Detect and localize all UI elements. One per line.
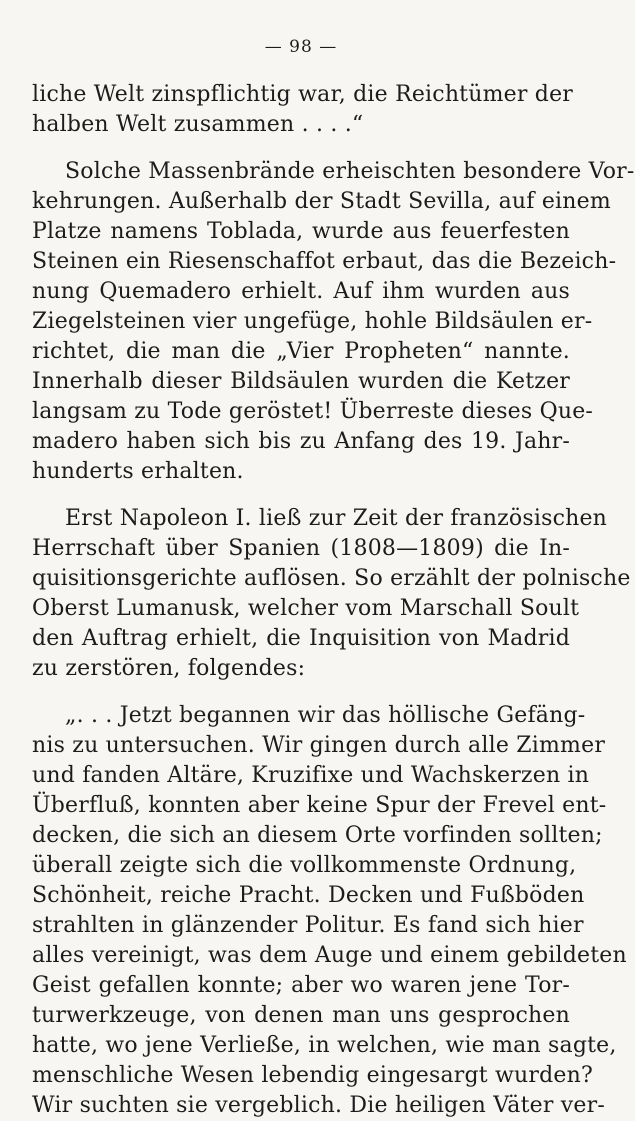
text-line: madero haben sich bis zu Anfang des 19. Jahr- xyxy=(32,429,570,454)
text-line: hunderts erhalten. xyxy=(32,459,244,484)
text-line: Schönheit, reiche Pracht. Decken und Fußböden xyxy=(32,883,585,908)
text-body xyxy=(32,80,635,1121)
text-line: Überfluß, konnten aber keine Spur der Frevel ent- xyxy=(32,793,607,818)
text-line: Erst Napoleon I. ließ zur Zeit der französischen xyxy=(65,506,608,531)
text-line: alles vereinigt, was dem Auge und einem gebildeten xyxy=(32,943,627,968)
text-line: nis zu untersuchen. Wir gingen durch alle Zimmer xyxy=(32,733,606,758)
text-line: halben Welt zusammen . . . .“ xyxy=(32,112,364,137)
text-line: Herrschaft über Spanien (1808—1809) die In- xyxy=(32,536,570,561)
paragraph xyxy=(32,157,635,487)
text-line: Ziegelsteinen vier ungefüge, hohle Bildsäulen er- xyxy=(32,309,593,334)
text-line: Platze namens Toblada, wurde aus feuerfesten xyxy=(32,219,570,244)
text-line: Solche Massenbrände erheischten besondere Vor- xyxy=(65,159,635,184)
text-line: und fanden Altäre, Kruzifixe und Wachskerzen in xyxy=(32,763,590,788)
text-line: Oberst Lumanusk, welcher vom Marschall Soult xyxy=(32,596,580,621)
text-line: strahlten in glänzender Politur. Es fand sich hier xyxy=(32,913,584,938)
text-line: langsam zu Tode geröstet! Überreste dieses Que- xyxy=(32,399,594,424)
page-number: — 98 — xyxy=(264,37,338,57)
text-line: menschliche Wesen lebendig eingesargt wurden? xyxy=(32,1063,593,1088)
text-line: „. . . Jetzt begannen wir das höllische Gefäng- xyxy=(65,703,586,728)
text-line: nung Quemadero erhielt. Auf ihm wurden aus xyxy=(32,279,570,304)
text-line: liche Welt zinspflichtig war, die Reichtümer der xyxy=(32,82,574,107)
text-line: Geist gefallen konnte; aber wo waren jene Tor- xyxy=(32,973,570,998)
text-line: den Auftrag erhielt, die Inquisition von Madrid xyxy=(32,626,570,651)
text-line: Wir suchten sie vergeblich. Die heiligen Väter ver- xyxy=(32,1093,605,1118)
text-line: kehrungen. Außerhalb der Stadt Sevilla, auf einem xyxy=(32,189,611,214)
text-line: hatte, wo jene Verließe, in welchen, wie man sagte, xyxy=(32,1033,617,1058)
paragraph xyxy=(32,701,627,1121)
text-line: quisitionsgerichte auflösen. So erzählt der polnische xyxy=(32,566,631,591)
paragraph xyxy=(32,80,574,140)
text-line: überall zeigte sich die vollkommenste Ordnung, xyxy=(32,853,577,878)
text-line: Steinen ein Riesenschaffot erbaut, das die Bezeich- xyxy=(32,249,617,274)
text-line: zu zerstören, folgendes: xyxy=(32,656,306,681)
text-line: richtet, die man die „Vier Propheten“ nannte. xyxy=(32,339,570,364)
text-line: decken, die sich an diesem Orte vorfinden sollten; xyxy=(32,823,603,848)
paragraph xyxy=(32,504,631,684)
text-line: Innerhalb dieser Bildsäulen wurden die Ketzer xyxy=(32,369,570,394)
text-line: turwerkzeuge, von denen man uns gesprochen xyxy=(32,1003,570,1028)
